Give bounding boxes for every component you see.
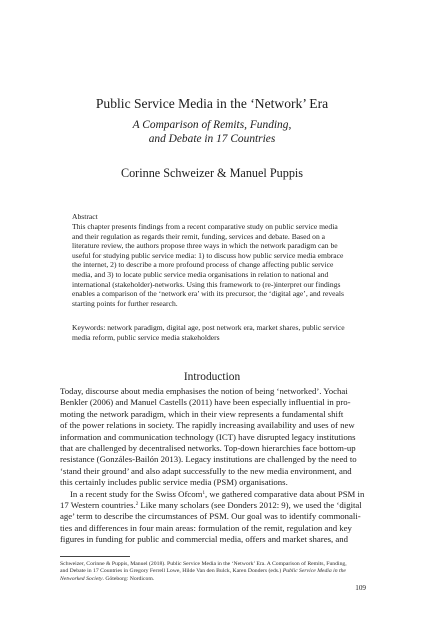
body-line bbox=[60, 489, 366, 500]
abstract-line: and their regulation as regards their remit, funding, services and debate. Based on a bbox=[72, 231, 326, 241]
body-text-span: In a recent study for the Swiss Ofcom bbox=[70, 488, 203, 499]
abstract-line: media, and 3) to locate public service media organisations in relation to national and bbox=[72, 269, 329, 279]
page-number: 109 bbox=[355, 584, 366, 592]
body-line: Today, discourse about media emphasises the notion of being ‘networked’. Yochai bbox=[60, 386, 348, 396]
citation-book-title: Public Service Media in the bbox=[282, 568, 346, 575]
body-line: information and communication technology (ICT) have disrupted legacy institutions bbox=[60, 431, 356, 442]
chapter-authors: Corinne Schweizer & Manuel Puppis bbox=[120, 166, 304, 180]
abstract-line: starting points for further research. bbox=[72, 298, 178, 308]
citation-text: and Debate in 17 Countries in Gregory Ferrell Lowe, Hilde Van den Bulck, Karen Donders (eds.) bbox=[60, 568, 283, 575]
footnote-divider bbox=[60, 556, 130, 557]
introduction-text bbox=[60, 386, 366, 546]
abstract-line: the internet, 2) to describe a more profound process of change affecting public service bbox=[72, 260, 334, 270]
body-line: Benkler (2006) and Manuel Castells (2011) have been especially influential in pro- bbox=[60, 397, 351, 408]
keywords bbox=[72, 323, 362, 342]
chapter-subtitle bbox=[0, 118, 424, 146]
body-line: resistance (Gonzáles-Bailón 2013). Legacy institutions are challenged by the need to bbox=[60, 454, 357, 465]
footnote-marker[interactable]: 2 bbox=[135, 502, 139, 508]
body-line: moting the network paradigm, which in their view represents a fundamental shift bbox=[60, 408, 344, 419]
section-heading-introduction: Introduction bbox=[183, 371, 241, 383]
abstract-line: international (stakeholder)-networks. Using this framework to (re-)interpret our findings bbox=[72, 279, 341, 289]
abstract-line: literature review, the authors propose three ways in which the network paradigm can be bbox=[72, 241, 338, 251]
body-line: this certainly includes public service media (PSM) organisations. bbox=[60, 477, 288, 488]
chapter-title: Public Service Media in the ‘Network’ Era bbox=[95, 96, 329, 111]
subtitle-line: and Debate in 17 Countries bbox=[148, 133, 276, 145]
keywords-line: media reform, public service media stakeholders bbox=[72, 332, 220, 342]
abstract-line: This chapter presents findings from a recent comparative study on public service media bbox=[72, 222, 338, 231]
citation-footnote bbox=[60, 561, 366, 583]
citation-text: . Göteborg: Nordicom. bbox=[102, 575, 155, 582]
abstract-line: enables a comparison of the ‘network era’ with its precursor, the ‘digital age’, and reveals bbox=[72, 289, 344, 299]
body-text-span: Like many scholars (see Donders 2012: 9), we used the ‘digital bbox=[138, 500, 362, 511]
citation-line: Schweizer, Corinne & Puppis, Manuel (2018). Public Service Media in the ‘Network’ Era. A Comparison of Remits, Funding, bbox=[60, 561, 347, 567]
abstract-line: useful for studying public service media: 1) to discuss how public service media embrace bbox=[72, 250, 344, 260]
subtitle-line: A Comparison of Remits, Funding, bbox=[132, 119, 292, 131]
body-line: of the power relations in society. The rapidly increasing availability and uses of new bbox=[60, 420, 355, 431]
body-text-span: 17 Western countries. bbox=[60, 500, 136, 511]
body-line: that are challenged by decentralised networks. Top-down hierarchies face bottom-up bbox=[60, 443, 356, 454]
abstract-text bbox=[72, 222, 362, 308]
citation-line bbox=[60, 568, 366, 575]
body-line: figures in funding for public and commercial media, offers and market shares, and bbox=[60, 534, 349, 545]
body-line: ties and differences in four main areas: formulation of the remit, regulation and key bbox=[60, 522, 352, 533]
body-line bbox=[60, 500, 366, 511]
footnote-marker[interactable]: 1 bbox=[202, 490, 205, 496]
abstract-heading: Abstract bbox=[72, 212, 98, 221]
citation-book-title: Networked Society bbox=[60, 575, 103, 582]
keywords-line: Keywords: network paradigm, digital age, post network era, market shares, public service bbox=[72, 323, 345, 332]
citation-line bbox=[60, 576, 366, 583]
body-line: ‘stand their ground’ and also adapt successfully to the new media environment, and bbox=[60, 465, 352, 476]
body-line: age’ term to describe the circumstances of PSM. Our goal was to identify commonali- bbox=[60, 511, 361, 522]
body-text-span: , we gathered comparative data about PSM in bbox=[204, 488, 365, 499]
